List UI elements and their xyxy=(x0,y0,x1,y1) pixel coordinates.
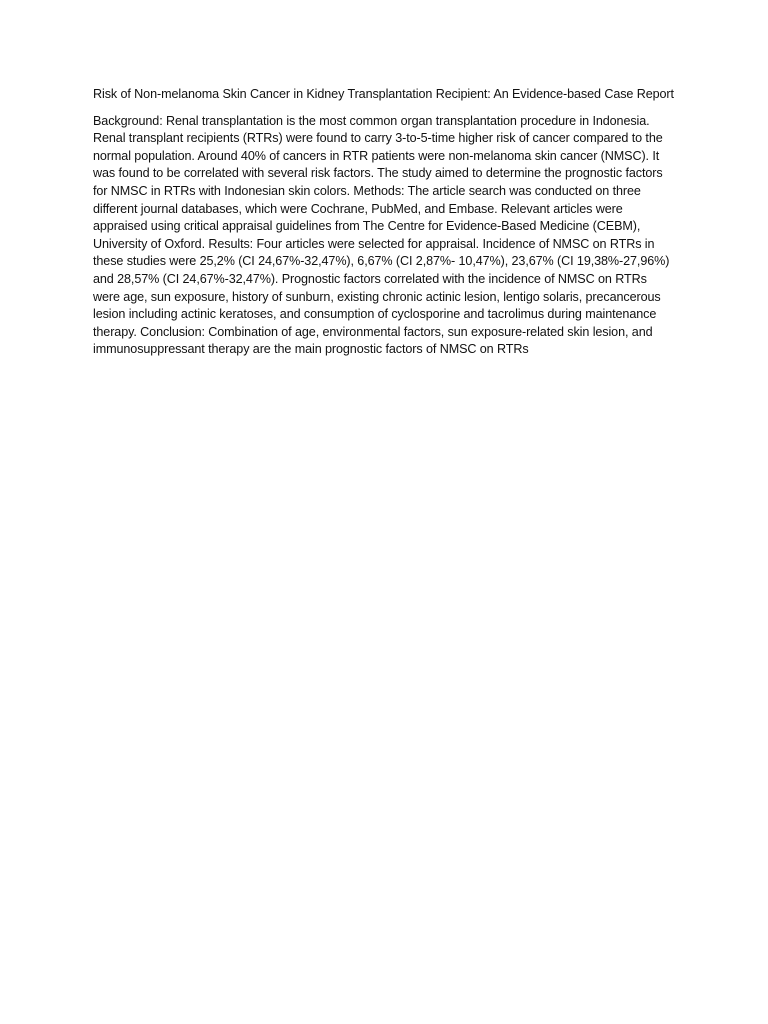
document-title: Risk of Non-melanoma Skin Cancer in Kidney Transplantation Recipient: An Evidence-based Case Report xyxy=(93,87,674,101)
document-abstract: Background: Renal transplantation is the most common organ transplantation procedure in Indonesia. Renal transplant recipients (RTRs) were found to carry 3-to-5-time higher risk of cancer compared to the normal population. Around 40% of cancers in RTR patients were non-melanoma skin cancer (NMSC). It was found to be correlated with several risk factors. The study aimed to determine the prognostic factors for NMSC in RTRs with Indonesian skin colors. Methods: The article search was conducted on three different journal databases, which were Cochrane, PubMed, and Embase. Relevant articles were appraised using critical appraisal guidelines from The Centre for Evidence-Based Medicine (CEBM), University of Oxford. Results: Four articles were selected for appraisal. Incidence of NMSC on RTRs in these studies were 25,2% (CI 24,67%-32,47%), 6,67% (CI 2,87%- 10,47%), 23,67% (CI 19,38%-27,96%) and 28,57% (CI 24,67%-32,47%). Prognostic factors correlated with the incidence of NMSC on RTRs were age, sun exposure, history of sunburn, existing chronic actinic lesion, lentigo solaris, precancerous lesion including actinic keratoses, and consumption of cyclosporine and tacrolimus during maintenance therapy. Conclusion: Combination of age, environmental factors, sun exposure-related skin lesion, and immunosuppressant therapy are the main prognostic factors of NMSC on RTRs xyxy=(93,113,670,357)
document-content xyxy=(93,86,675,359)
